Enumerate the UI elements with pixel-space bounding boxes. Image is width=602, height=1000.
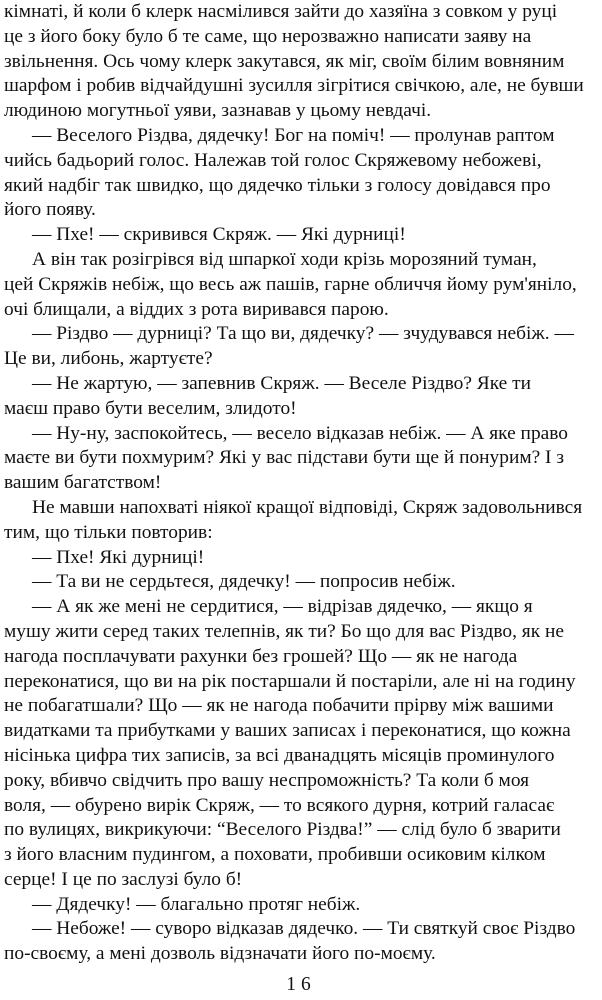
text-line: по вулицях, викрикуючи: “Веселого Різдва!” — слід було б зварити [4,819,561,841]
text-line: нагода посплачувати рахунки без грошей? Що — як не нагода [4,645,518,667]
text-line: Це ви, либонь, жартуєте? [4,348,213,370]
text-line: тим, що тільки повторив: [4,521,213,543]
text-line: його появу. [4,199,96,221]
text-line: цей Скряжів небіж, що весь аж пашів, гарне обличчя йому рум'яніло, [4,273,577,295]
text-line: року, вбивчо свідчить про вашу неспроможність? Та коли б моя [4,769,530,791]
text-line: мушу жити серед таких телепнів, як ти? Бо що для вас Різдво, як не [4,620,564,642]
text-line: А він так розігрівся від шпаркої ходи крізь морозяний туман, [32,248,537,270]
text-line: — Небоже! — суворо відказав дядечко. — Ти святкуй своє Різдво [32,918,576,940]
text-line: переконатися, що ви на рік постаршали й постаріли, але ні на годину [4,670,576,692]
text-line: маєш право бути веселим, злидото! [4,397,297,419]
text-line: — Ну-ну, заспокойтесь, — весело відказав небіж. — А яке право [32,422,568,444]
text-line: з його власним пудингом, а поховати, пробивши осиковим кілком [4,844,546,866]
text-line: — Не жартую, — запевнив Скряж. — Веселе Різдво? Яке ти [32,372,531,394]
text-line: воля, — обурено вирік Скряж, — то всякого дурня, котрий галасає [4,794,555,816]
text-line: людиною могутньої уяви, зазнавав у цьому невдачі. [4,100,432,122]
text-line: це з його боку було б те саме, що нерозважно написати заяву на [4,25,532,47]
text-line: — Веселого Різдва, дядечку! Бог на поміч! — пролунав раптом [32,124,555,146]
text-line: очі блищали, а віддих з рота виривався парою. [4,298,389,320]
text-line: чийсь бадьорий голос. Належав той голос Скряжевому небожеві, [4,149,542,171]
text-line: серце! І це по заслузі було б! [4,868,243,890]
text-line: видатками та прибутками у ваших записах і переконатися, що кожна [4,720,571,742]
text-line: кімнаті, й коли б клерк насмілився зайти до хазяїна з совком у руці [4,1,558,22]
text-line: по-своєму, а мені дозволь відзначати його по-моєму. [4,943,436,965]
text-line: звільнення. Ось чому клерк закутався, як міг, своїм білим вовняним [4,50,565,72]
text-line: Не мавши напохваті ніякої кращої відповіді, Скряж задовольнився [32,496,583,518]
text-line: — Пхе! Які дурниці! [32,546,205,568]
text-line: — Пхе! — скривився Скряж. — Які дурниці! [32,224,406,246]
text-line: — А як же мені не сердитися, — відрізав дядечко, — якщо я [32,596,533,618]
text-line: — Дядечку! — благально протяг небіж. [32,893,361,915]
text-line: вашим багатством! [4,472,162,494]
text-line: шарфом і робив відчайдушні зусилля зігрітися свічкою, але, не бувши [4,75,584,97]
text-line: який надбіг так швидко, що дядечко тільки з голосу довідався про [4,174,551,196]
text-line: не побагатшали? Що — як не нагода побачити прірву між вашими [4,695,554,717]
page-number: 16 [286,974,316,995]
text-line: нісінька цифра тих записів, за всі дванадцять місяців проминулого [4,744,555,766]
body-text [4,0,602,967]
text-line: — Та ви не сердьтеся, дядечку! — попросив небіж. [32,571,456,593]
text-line: — Різдво — дурниці? Та що ви, дядечку? — зчудувався небіж. — [32,323,574,345]
text-line: маєте ви бути похмурим? Які у вас підстави бути ще й понурим? І з [4,447,565,469]
